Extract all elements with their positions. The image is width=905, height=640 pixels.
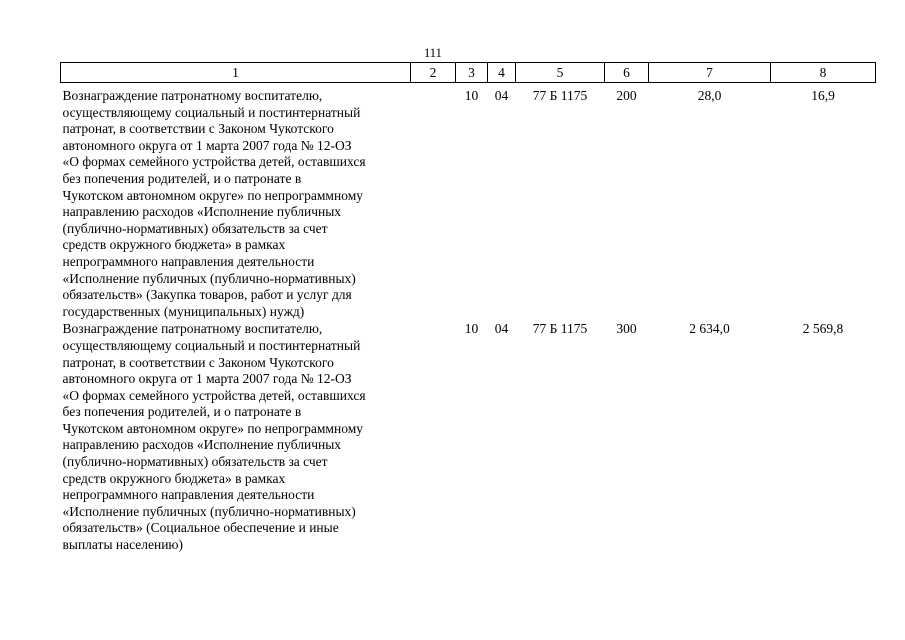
cell-c6: 300 [616, 321, 637, 337]
description-line: «Исполнение публичных (публично-нормативных) [62, 503, 356, 519]
cell-c8: 16,9 [811, 88, 835, 103]
description-line: «Исполнение публичных (публично-нормативных) [62, 270, 356, 286]
description-line: направлению расходов «Исполнение публичных [62, 437, 342, 453]
description-line: непрограммного направления деятельности [62, 487, 315, 503]
row-description [61, 320, 411, 553]
row-description [61, 83, 411, 321]
cell-c4: 04 [494, 321, 509, 337]
description-line: патронат, в соответствии с Законом Чукотского [62, 354, 334, 370]
description-line: средств окружного бюджета» в рамках [62, 237, 286, 253]
table-row [61, 83, 876, 321]
cell-c2 [411, 83, 456, 321]
cell-c5: 77 Б 1175 [532, 88, 588, 103]
column-header: 5 [516, 63, 605, 83]
description-line: обязательств» (Социальное обеспечение и иные [62, 520, 339, 536]
cell-c6: 200 [616, 88, 637, 103]
cell-c7: 28,0 [697, 88, 722, 103]
column-header: 2 [411, 63, 456, 83]
cell-c3: 10 [464, 88, 479, 103]
column-header: 3 [456, 63, 488, 83]
column-header: 7 [649, 63, 771, 83]
description-line: обязательств» (Закупка товаров, работ и услуг для [62, 287, 352, 303]
description-line: Чукотском автономном округе» по непрограммному [62, 187, 363, 203]
description-line: автономного округа от 1 марта 2007 года № 12-ОЗ [62, 371, 352, 387]
description-line: (публично-нормативных) обязательств за счет [62, 454, 328, 470]
column-header: 6 [605, 63, 649, 83]
cell-c4: 04 [494, 88, 509, 103]
cell-c2 [411, 320, 456, 553]
description-line: осуществляющему социальный и постинтернатный [62, 104, 361, 120]
cell-c8: 2 569,8 [802, 321, 844, 337]
header-row [61, 63, 876, 83]
description-line: Вознаграждение патронатному воспитателю, [62, 321, 323, 337]
cell-c7: 2 634,0 [689, 321, 730, 337]
description-line: государственных (муниципальных) нужд) [62, 303, 305, 319]
description-line: без попечения родителей, и о патронате в [62, 170, 302, 186]
column-header: 1 [61, 63, 411, 83]
description-line: выплаты населению) [62, 537, 184, 553]
description-line: направлению расходов «Исполнение публичных [62, 204, 342, 220]
description-line: патронат, в соответствии с Законом Чукотского [62, 121, 334, 137]
description-line: «О формах семейного устройства детей, оставшихся [62, 154, 366, 170]
cell-c3: 10 [464, 321, 479, 337]
description-line: автономного округа от 1 марта 2007 года № 12-ОЗ [62, 137, 352, 153]
column-header: 8 [771, 63, 876, 83]
description-line: без попечения родителей, и о патронате в [62, 404, 302, 420]
description-line: Чукотском автономном округе» по непрограммному [62, 420, 363, 436]
page-number: 111 [424, 46, 442, 60]
description-line: Вознаграждение патронатному воспитателю, [62, 88, 323, 103]
table-row [61, 320, 876, 553]
description-line: средств окружного бюджета» в рамках [62, 470, 286, 486]
description-line: осуществляющему социальный и постинтернатный [62, 337, 361, 353]
cell-c5: 77 Б 1175 [532, 321, 588, 337]
description-line: «О формах семейного устройства детей, оставшихся [62, 387, 366, 403]
column-header: 4 [488, 63, 516, 83]
description-line: непрограммного направления деятельности [62, 253, 315, 269]
description-line: (публично-нормативных) обязательств за счет [62, 220, 328, 236]
budget-table [60, 62, 876, 554]
